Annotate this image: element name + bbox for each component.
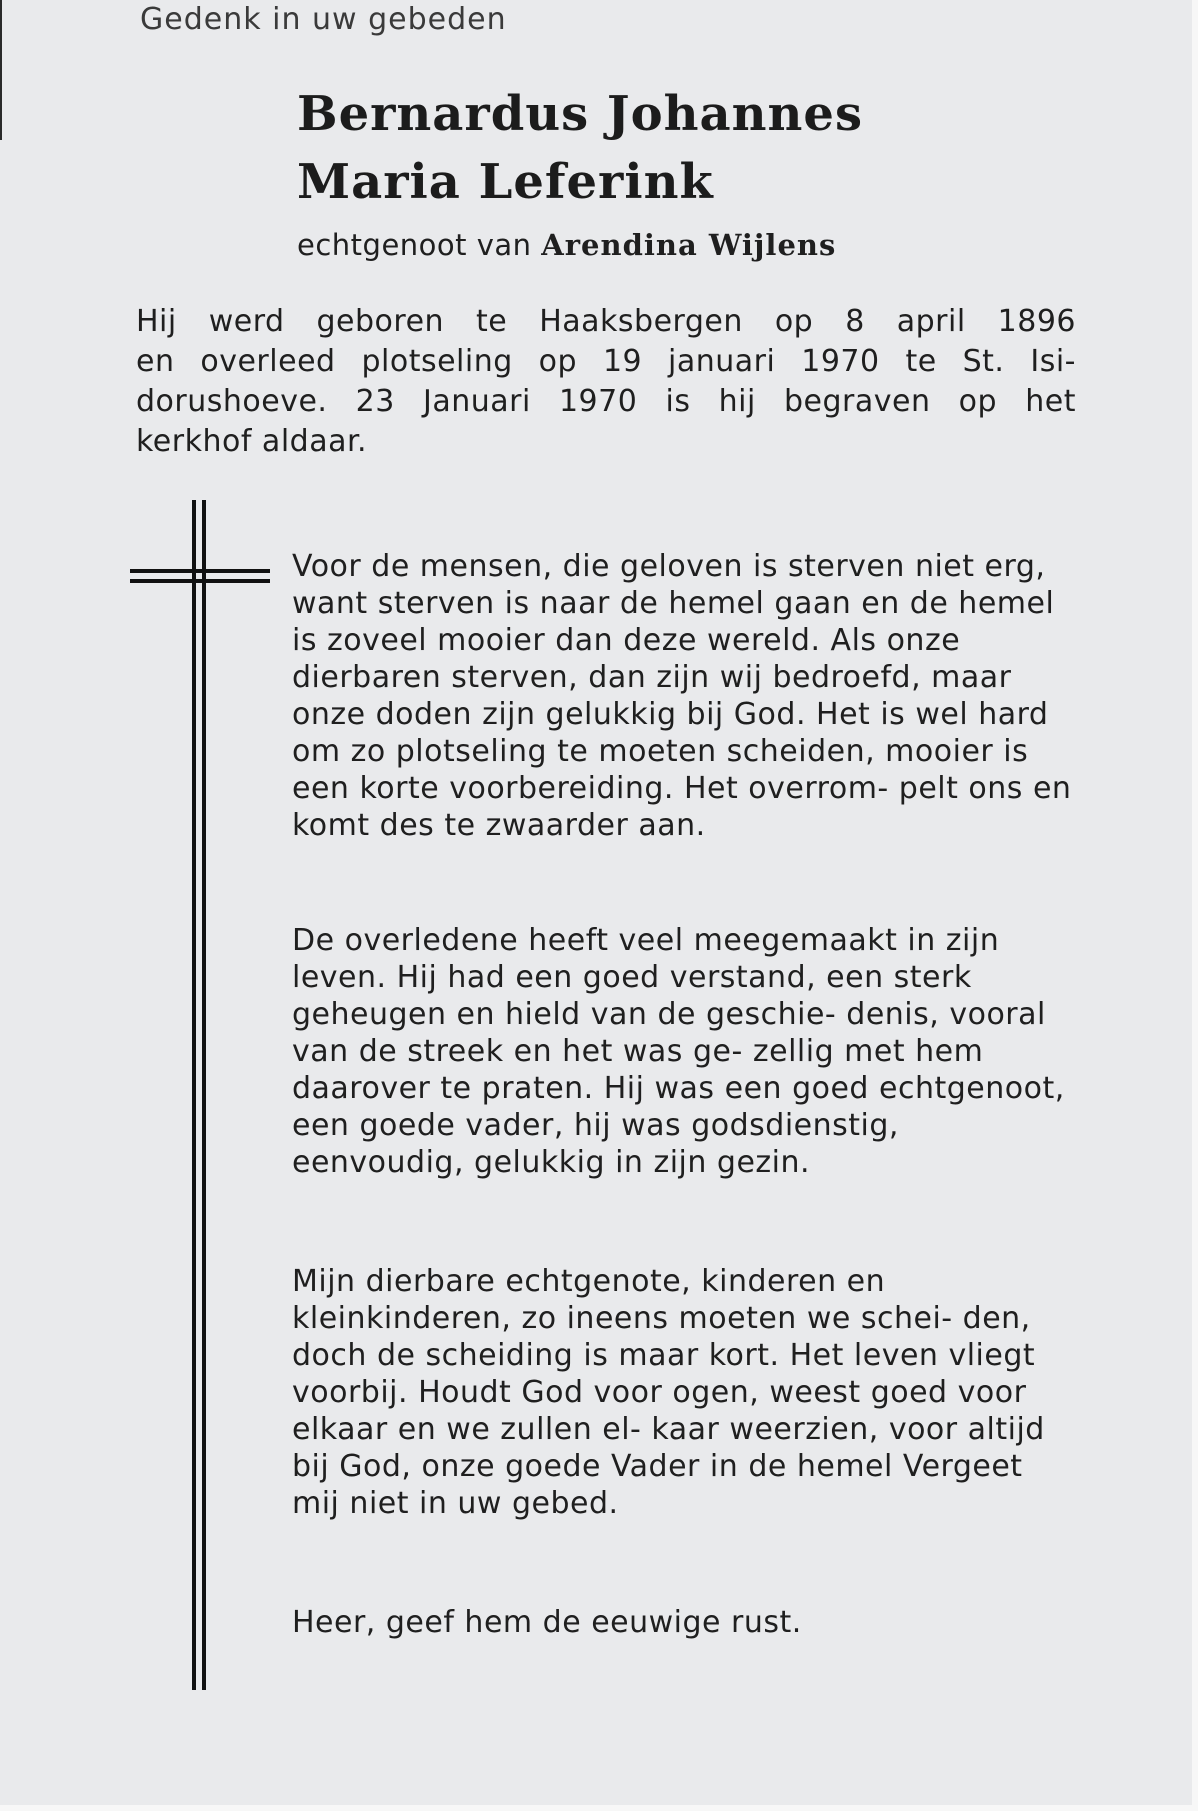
paragraph-line: zijn leven. Hij had een goed verstand, een bbox=[292, 923, 1000, 995]
spouse-name: Arendina Wijlens bbox=[541, 228, 837, 262]
paragraph-line: Heer, geef hem de eeuwige rust. bbox=[292, 1605, 802, 1640]
paragraph-line: kaar weerzien, voor altijd bij God, onze bbox=[292, 1412, 1045, 1484]
paragraph-line: sterk geheugen en hield van de geschie- bbox=[292, 960, 972, 1032]
paragraph-line: weest goed voor elkaar en we zullen el- bbox=[292, 1375, 1027, 1447]
paragraph-line: in zijn gezin. bbox=[615, 1145, 811, 1180]
paragraph-line: leven vliegt voorbij. Houdt God voor ogen, bbox=[292, 1338, 1036, 1410]
paragraph-line: een goed echtgenoot, een goede vader, bbox=[292, 1071, 1065, 1143]
card-header: Gedenk in uw gebeden bbox=[140, 2, 507, 37]
paragraph-line: Mijn dierbare echtgenote, kinderen en bbox=[292, 1264, 886, 1299]
paragraph-line: zellig met hem daarover te praten. Hij was bbox=[292, 1034, 984, 1106]
paragraph-line: den, doch de scheiding is maar kort. Het bbox=[292, 1301, 1031, 1373]
paragraph-line: pelt ons en komt des te zwaarder aan. bbox=[292, 771, 1072, 843]
intro-line: kerkhof aldaar. bbox=[136, 424, 368, 459]
paragraph-line: goede Vader in de hemel bbox=[505, 1449, 893, 1484]
paragraph-line: niet erg, want sterven is naar de hemel bbox=[292, 549, 1046, 621]
paragraph-line: kleinkinderen, zo ineens moeten we schei- bbox=[292, 1301, 953, 1336]
paragraph-farewell bbox=[292, 1263, 1072, 1522]
deceased-name bbox=[297, 80, 863, 216]
spouse-prefix: echtgenoot van bbox=[297, 228, 542, 262]
paragraph-line: zo plotseling te moeten scheiden, mooier bbox=[350, 734, 994, 769]
closing-prayer bbox=[292, 1604, 1072, 1641]
cross-horizontal-bar bbox=[130, 579, 270, 583]
intro-line: en overleed plotseling op 19 januari 1970 te St. Isi- bbox=[136, 344, 1076, 379]
paragraph-line: De overledene heeft veel meegemaakt in bbox=[292, 923, 936, 958]
intro-line: dorushoeve. 23 Januari 1970 is hij begraven op het bbox=[136, 384, 1076, 419]
scan-edge-line bbox=[0, 0, 2, 140]
cross-icon bbox=[130, 500, 270, 1690]
paragraph-line: denis, vooral van de streek en het was ge- bbox=[292, 997, 1046, 1069]
biography-intro bbox=[136, 302, 1076, 462]
intro-line: Hij werd geboren te Haaksbergen op 8 april 1896 bbox=[136, 304, 1076, 339]
paragraph-life bbox=[292, 922, 1072, 1181]
paragraph-line: is een korte voorbereiding. Het overrom- bbox=[292, 734, 1029, 806]
paragraph-line: deze wereld. Als onze dierbaren sterven, bbox=[292, 623, 961, 695]
paragraph-line: zijn gelukkig bij God. Het is wel hard om bbox=[292, 697, 1049, 769]
name-line-2: Maria Leferink bbox=[297, 154, 714, 210]
paragraph-faith bbox=[292, 548, 1072, 844]
spouse-line bbox=[297, 228, 836, 262]
name-line-1: Bernardus Johannes bbox=[297, 86, 863, 142]
paragraph-line: Vergeet mij niet in uw gebed. bbox=[292, 1449, 1023, 1521]
paragraph-line: hij was godsdienstig, eenvoudig, gelukkig bbox=[292, 1108, 899, 1180]
cross-vertical-bar bbox=[192, 500, 196, 1690]
paragraph-line: dan zijn wij bedroefd, maar onze doden bbox=[292, 660, 1012, 732]
paragraph-line: Voor de mensen, die geloven is sterven bbox=[292, 549, 905, 584]
cross-horizontal-bar bbox=[130, 569, 270, 573]
cross-vertical-bar bbox=[202, 500, 206, 1690]
paragraph-line: gaan en de hemel is zoveel mooier dan bbox=[292, 586, 1055, 658]
